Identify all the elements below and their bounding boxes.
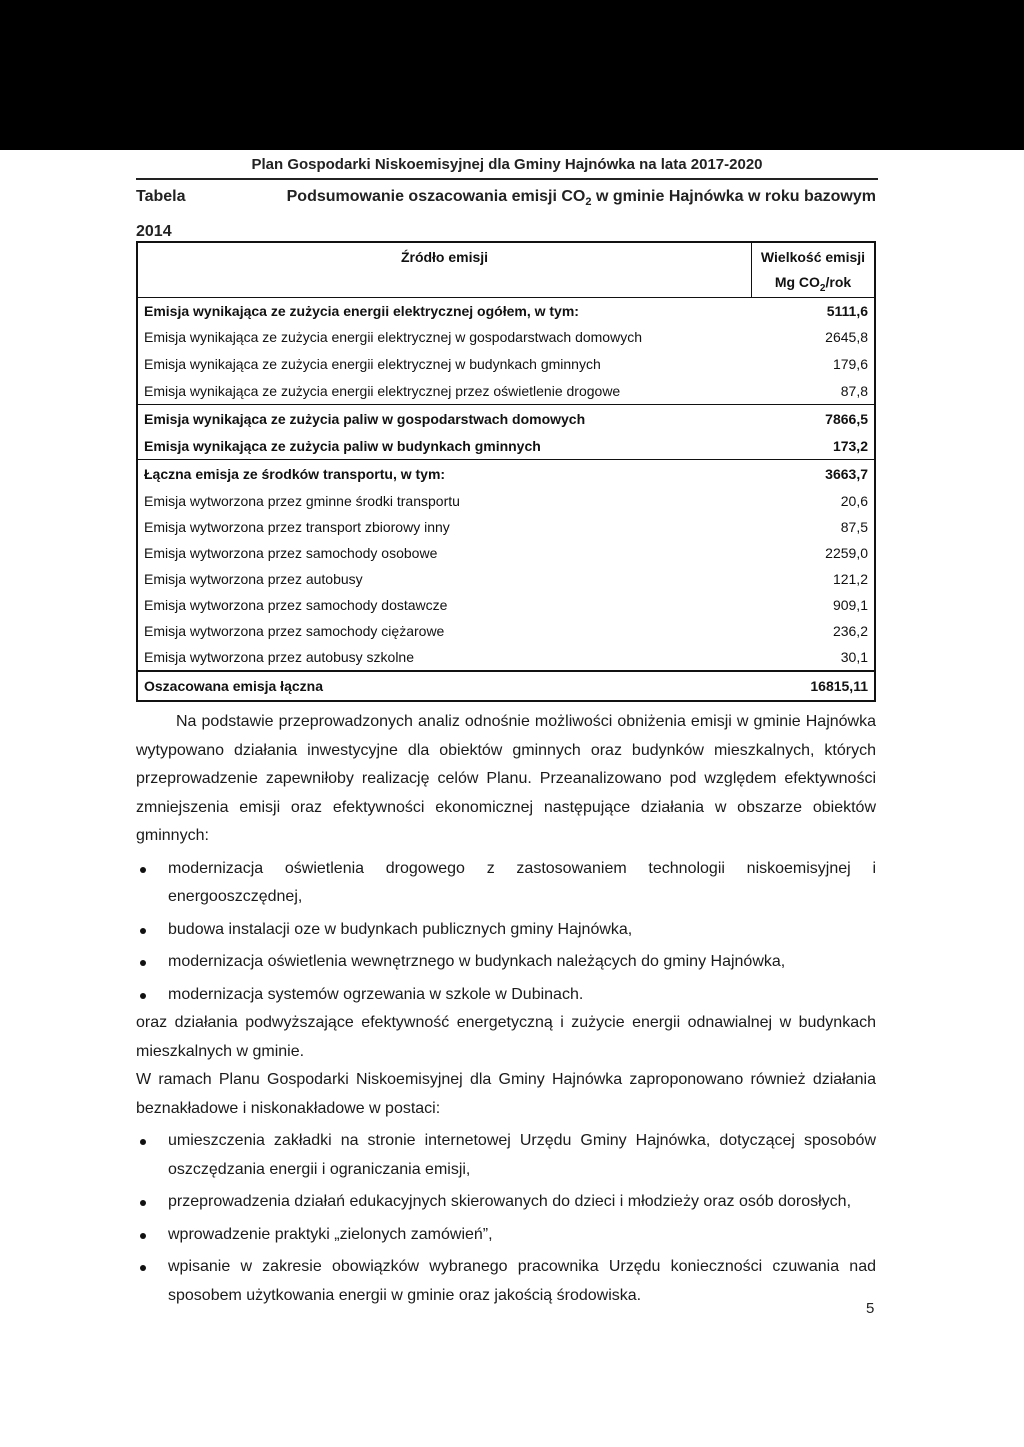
- paragraph-1: Na podstawie przeprowadzonych analiz odnośnie możliwości obniżenia emisji w gminie Hajnówka wytypowano działania inwestycyjne dla obiektów gminnych oraz budynków mieszkalnych, których przeprowadzenie zapewniłoby realizację celów Planu. Przeanalizowano pod względem efektywności zmniejszenia emisji oraz efektywności ekonomicznej następujące działania w obszarze obiektów gminnych:: [136, 713, 876, 844]
- scan-black-band: [0, 0, 1024, 150]
- table-row: Emisja wytworzona przez autobusy szkolne 30,1: [144, 649, 868, 665]
- table-row: Emisja wynikająca ze zużycia energii elektrycznej w budynkach gminnych 179,6: [144, 356, 868, 372]
- caption-label: Tabela: [136, 188, 186, 205]
- table-row: Emisja wytworzona przez samochody dostawcze 909,1: [144, 597, 868, 613]
- low-cost-list: [136, 1127, 876, 1310]
- bullet-icon: [140, 928, 146, 934]
- table-row: Emisja wynikająca ze zużycia paliw w gospodarstwach domowych 7866,5: [137, 405, 875, 434]
- investment-list: [136, 855, 876, 1010]
- list-item: budowa instalacji oze w budynkach publicznych gminy Hajnówka,: [136, 916, 876, 945]
- body-text: [136, 708, 876, 1310]
- paragraph-2: oraz działania podwyższające efektywność energetyczną i zużycie energii odnawialnej w budynkach mieszkalnych w gminie.: [136, 1014, 876, 1060]
- list-item: umieszczenia zakładki na stronie internetowej Urzędu Gminy Hajnówka, dotyczącej sposobów oszczędzania energii i ograniczania emisji,: [136, 1127, 876, 1184]
- col-source-header: Źródło emisji: [137, 242, 752, 271]
- list-item: modernizacja oświetlenia drogowego z zastosowaniem technologii niskoemisyjnej i energooszczędnej,: [136, 855, 876, 912]
- bullet-icon: [140, 1139, 146, 1145]
- table-row: Łączna emisja ze środków transportu, w tym: 3663,7: [137, 460, 875, 489]
- emissions-table: [136, 241, 876, 702]
- bullet-icon: [140, 993, 146, 999]
- list-item: wprowadzenie praktyki „zielonych zamówień”,: [136, 1221, 876, 1250]
- table-row: Emisja wytworzona przez transport zbiorowy inny 87,5: [144, 519, 868, 535]
- col-unit-header: Mg $CO_2$/rok: [752, 271, 876, 298]
- table-row: Emisja wytworzona przez autobusy 121,2: [144, 571, 868, 587]
- table-row: Emisja wynikająca ze zużycia energii elektrycznej przez oświetlenie drogowe 87,8: [144, 383, 868, 399]
- caption-year: 2014: [136, 223, 172, 241]
- caption-title: Podsumowanie oszacowania emisji $CO_2$ w gminie Hajnówka w roku bazowym: [286, 188, 876, 209]
- table-row: Emisja wytworzona przez samochody osobowe 2259,0: [144, 545, 868, 561]
- table-header-unit-row: [137, 271, 875, 298]
- col-value-header: Wielkość emisji: [760, 249, 866, 265]
- bullet-icon: [140, 1200, 146, 1206]
- table-row: Emisja wynikająca ze zużycia energii elektrycznej w gospodarstwach domowych 2645,8: [144, 329, 868, 345]
- list-item: przeprowadzenia działań edukacyjnych skierowanych do dzieci i młodzieży oraz osób dorosłych,: [136, 1188, 876, 1217]
- bullet-icon: [140, 867, 146, 873]
- paragraph-3: W ramach Planu Gospodarki Niskoemisyjnej dla Gminy Hajnówka zaproponowano również działania beznakładowe i niskonakładowe w postaci:: [136, 1071, 876, 1117]
- bullet-icon: [140, 960, 146, 966]
- table-caption: [136, 182, 876, 247]
- list-item: modernizacja systemów ogrzewania w szkole w Dubinach.: [136, 981, 876, 1010]
- table-row: Emisja wynikająca ze zużycia energii elektrycznej ogółem, w tym: 5111,6: [144, 303, 868, 319]
- table-row: Emisja wynikająca ze zużycia paliw w budynkach gminnych 173,2: [144, 438, 868, 454]
- list-item: wpisanie w zakresie obowiązków wybranego pracownika Urzędu konieczności czuwania nad sposobem użytkowania energii w gminie oraz jakością środowiska.: [136, 1253, 876, 1310]
- bullet-icon: [140, 1265, 146, 1271]
- table-row: Emisja wytworzona przez samochody ciężarowe 236,2: [144, 623, 868, 639]
- bullet-icon: [140, 1233, 146, 1239]
- table-header-row: [137, 242, 875, 271]
- running-header: Plan Gospodarki Niskoemisyjnej dla Gminy Hajnówka na lata 2017-2020: [136, 152, 878, 180]
- table-row: Emisja wytworzona przez gminne środki transportu 20,6: [144, 493, 868, 509]
- page-number: 5: [866, 1300, 875, 1317]
- list-item: modernizacja oświetlenia wewnętrznego w budynkach należących do gminy Hajnówka,: [136, 948, 876, 977]
- table-total-row: Oszacowana emisja łączna 16815,11: [137, 671, 875, 701]
